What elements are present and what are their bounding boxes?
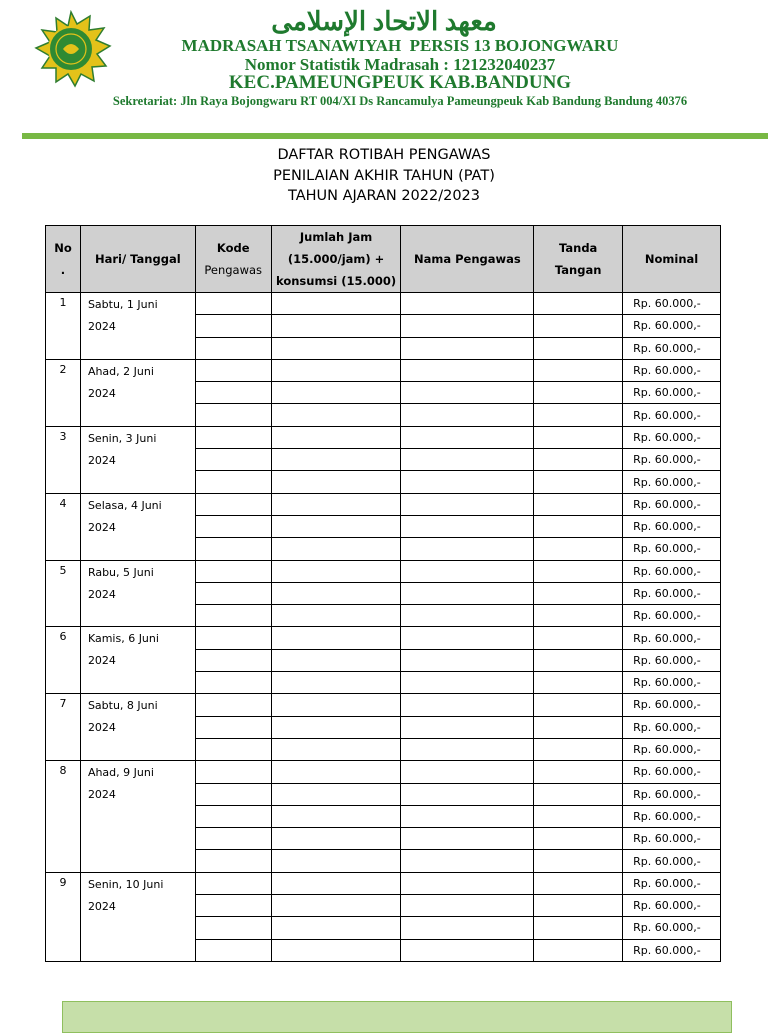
hours-cell <box>271 493 401 515</box>
row-day: Selasa, 4 Juni <box>87 498 162 512</box>
signature-cell <box>534 359 623 381</box>
signature-cell <box>534 872 623 894</box>
code-cell <box>195 426 271 448</box>
row-number: 8 <box>46 761 81 872</box>
hours-cell <box>271 337 401 359</box>
signature-cell <box>534 649 623 671</box>
signature-cell <box>534 627 623 649</box>
code-cell <box>195 315 271 337</box>
name-cell <box>401 493 534 515</box>
hours-cell <box>271 627 401 649</box>
nominal-cell: Rp. 60.000,- <box>623 449 721 471</box>
header-hours: Jumlah Jam (15.000/jam) + konsumsi (15.000) <box>271 226 401 293</box>
name-cell <box>401 672 534 694</box>
signature-cell <box>534 738 623 760</box>
nominal-cell: Rp. 60.000,- <box>623 917 721 939</box>
nominal-cell: Rp. 60.000,- <box>623 649 721 671</box>
signature-cell <box>534 315 623 337</box>
hours-cell <box>271 850 401 872</box>
name-cell <box>401 426 534 448</box>
row-day: Sabtu, 1 Juni <box>87 298 158 311</box>
hours-cell <box>271 895 401 917</box>
table-body <box>46 293 721 962</box>
name-cell <box>401 293 534 315</box>
table-row <box>46 293 721 315</box>
nominal-cell: Rp. 60.000,- <box>623 761 721 783</box>
statistic-number: Nomor Statistik Madrasah : 121232040237 <box>244 55 556 74</box>
nominal-cell: Rp. 60.000,- <box>623 939 721 961</box>
row-number: 9 <box>46 872 81 961</box>
signature-cell <box>534 850 623 872</box>
nominal-cell: Rp. 60.000,- <box>623 850 721 872</box>
row-number: 6 <box>46 627 81 694</box>
signature-cell <box>534 783 623 805</box>
code-cell <box>195 627 271 649</box>
district-name: KEC.PAMEUNGPEUK KAB.BANDUNG <box>228 72 572 93</box>
row-year: 2024 <box>87 320 116 333</box>
nominal-cell: Rp. 60.000,- <box>623 293 721 315</box>
secretariat-address: Sekretariat: Jln Raya Bojongwaru RT 004/XI Ds Rancamulya Pameungpeuk Kab Bandung Bandung 40376 <box>112 94 688 108</box>
nominal-cell: Rp. 60.000,- <box>623 805 721 827</box>
row-date <box>80 761 195 872</box>
row-year: 2024 <box>87 788 116 802</box>
hours-cell <box>271 805 401 827</box>
code-cell <box>195 515 271 537</box>
table-row <box>46 694 721 716</box>
code-cell <box>195 337 271 359</box>
signature-cell <box>534 493 623 515</box>
row-date <box>80 694 195 761</box>
name-cell <box>401 538 534 560</box>
nominal-cell: Rp. 60.000,- <box>623 382 721 404</box>
name-cell <box>401 582 534 604</box>
code-cell <box>195 649 271 671</box>
name-cell <box>401 850 534 872</box>
name-cell <box>401 560 534 582</box>
row-day: Senin, 3 Juni <box>87 431 157 445</box>
hours-cell <box>271 382 401 404</box>
nominal-cell: Rp. 60.000,- <box>623 716 721 738</box>
row-day: Sabtu, 8 Juni <box>87 699 158 713</box>
name-cell <box>401 471 534 493</box>
hours-cell <box>271 649 401 671</box>
code-cell <box>195 582 271 604</box>
signature-cell <box>534 828 623 850</box>
row-number: 7 <box>46 694 81 761</box>
signature-cell <box>534 917 623 939</box>
name-cell <box>401 716 534 738</box>
code-cell <box>195 449 271 471</box>
header-name: Nama Pengawas <box>401 226 534 293</box>
code-cell <box>195 293 271 315</box>
row-day: Rabu, 5 Juni <box>87 565 154 579</box>
header-nominal: Nominal <box>623 226 721 293</box>
hours-cell <box>271 761 401 783</box>
name-cell <box>401 382 534 404</box>
row-date <box>80 426 195 493</box>
nominal-cell: Rp. 60.000,- <box>623 426 721 448</box>
signature-cell <box>534 805 623 827</box>
hours-cell <box>271 939 401 961</box>
header-code: Kode Pengawas <box>195 226 271 293</box>
signature-cell <box>534 939 623 961</box>
signature-cell <box>534 293 623 315</box>
hours-cell <box>271 605 401 627</box>
code-cell <box>195 850 271 872</box>
hours-cell <box>271 582 401 604</box>
signature-cell <box>534 515 623 537</box>
table-row <box>46 872 721 894</box>
nominal-cell: Rp. 60.000,- <box>623 694 721 716</box>
hours-cell <box>271 738 401 760</box>
name-cell <box>401 895 534 917</box>
name-cell <box>401 939 534 961</box>
name-cell <box>401 315 534 337</box>
table-row <box>46 627 721 649</box>
signature-cell <box>534 337 623 359</box>
schedule-table <box>45 225 721 962</box>
code-cell <box>195 493 271 515</box>
hours-cell <box>271 917 401 939</box>
hours-cell <box>271 716 401 738</box>
nominal-cell: Rp. 60.000,- <box>623 493 721 515</box>
nominal-cell: Rp. 60.000,- <box>623 582 721 604</box>
name-cell <box>401 761 534 783</box>
row-number: 4 <box>46 493 81 560</box>
row-number: 5 <box>46 560 81 627</box>
name-cell <box>401 449 534 471</box>
doc-year: TAHUN AJARAN 2022/2023 <box>287 188 481 204</box>
hours-cell <box>271 694 401 716</box>
name-cell <box>401 738 534 760</box>
nominal-cell: Rp. 60.000,- <box>623 828 721 850</box>
row-year: 2024 <box>87 520 116 534</box>
signature-cell <box>534 716 623 738</box>
hours-cell <box>271 426 401 448</box>
hours-cell <box>271 315 401 337</box>
row-date <box>80 627 195 694</box>
header-divider <box>22 133 768 139</box>
name-cell <box>401 872 534 894</box>
row-year: 2024 <box>87 386 116 400</box>
hours-cell <box>271 515 401 537</box>
signature-cell <box>534 694 623 716</box>
code-cell <box>195 738 271 760</box>
nominal-cell: Rp. 60.000,- <box>623 359 721 381</box>
code-cell <box>195 694 271 716</box>
header-no: No . <box>46 226 81 293</box>
name-cell <box>401 694 534 716</box>
row-year: 2024 <box>87 587 116 601</box>
hours-cell <box>271 404 401 426</box>
code-cell <box>195 895 271 917</box>
name-cell <box>401 404 534 426</box>
hours-cell <box>271 560 401 582</box>
row-day: Ahad, 9 Juni <box>87 766 154 780</box>
signature-cell <box>534 471 623 493</box>
row-day: Kamis, 6 Juni <box>87 632 159 646</box>
row-year: 2024 <box>87 453 116 467</box>
school-name: MADRASAH TSANAWIYAH PERSIS 13 BOJONGWARU <box>181 36 619 55</box>
row-number: 1 <box>46 293 81 360</box>
row-year: 2024 <box>87 654 116 668</box>
table-row <box>46 493 721 515</box>
code-cell <box>195 471 271 493</box>
table-header-row <box>46 226 721 293</box>
hours-cell <box>271 672 401 694</box>
row-date <box>80 493 195 560</box>
code-cell <box>195 672 271 694</box>
hours-cell <box>271 783 401 805</box>
table-row <box>46 359 721 381</box>
nominal-cell: Rp. 60.000,- <box>623 337 721 359</box>
signature-cell <box>534 582 623 604</box>
code-cell <box>195 538 271 560</box>
nominal-cell: Rp. 60.000,- <box>623 895 721 917</box>
row-year: 2024 <box>87 899 116 913</box>
table-row <box>46 761 721 783</box>
code-cell <box>195 382 271 404</box>
hours-cell <box>271 449 401 471</box>
code-cell <box>195 783 271 805</box>
name-cell <box>401 917 534 939</box>
nominal-cell: Rp. 60.000,- <box>623 872 721 894</box>
row-date <box>80 293 195 360</box>
signature-cell <box>534 426 623 448</box>
code-cell <box>195 828 271 850</box>
row-date <box>80 560 195 627</box>
hours-cell <box>271 828 401 850</box>
signature-cell <box>534 382 623 404</box>
row-date <box>80 359 195 426</box>
header-date: Hari/ Tanggal <box>80 226 195 293</box>
row-day: Senin, 10 Juni <box>87 877 164 891</box>
nominal-cell: Rp. 60.000,- <box>623 627 721 649</box>
nominal-cell: Rp. 60.000,- <box>623 672 721 694</box>
code-cell <box>195 560 271 582</box>
row-year: 2024 <box>87 721 116 735</box>
name-cell <box>401 337 534 359</box>
doc-subtitle: PENILAIAN AKHIR TAHUN (PAT) <box>273 168 495 184</box>
hours-cell <box>271 293 401 315</box>
table-row <box>46 560 721 582</box>
footer-box <box>62 1001 732 1033</box>
nominal-cell: Rp. 60.000,- <box>623 471 721 493</box>
hours-cell <box>271 471 401 493</box>
nominal-cell: Rp. 60.000,- <box>623 538 721 560</box>
row-number: 3 <box>46 426 81 493</box>
nominal-cell: Rp. 60.000,- <box>623 315 721 337</box>
signature-cell <box>534 761 623 783</box>
signature-cell <box>534 560 623 582</box>
nominal-cell: Rp. 60.000,- <box>623 783 721 805</box>
code-cell <box>195 605 271 627</box>
header-signature: Tanda Tangan <box>534 226 623 293</box>
name-cell <box>401 515 534 537</box>
code-cell <box>195 917 271 939</box>
name-cell <box>401 627 534 649</box>
arabic-school-name: معهد الاتحاد الإسلامى <box>271 7 497 36</box>
signature-cell <box>534 449 623 471</box>
hours-cell <box>271 538 401 560</box>
code-cell <box>195 716 271 738</box>
signature-cell <box>534 895 623 917</box>
signature-cell <box>534 404 623 426</box>
name-cell <box>401 783 534 805</box>
code-cell <box>195 872 271 894</box>
name-cell <box>401 805 534 827</box>
nominal-cell: Rp. 60.000,- <box>623 560 721 582</box>
hours-cell <box>271 359 401 381</box>
name-cell <box>401 359 534 381</box>
code-cell <box>195 359 271 381</box>
name-cell <box>401 649 534 671</box>
nominal-cell: Rp. 60.000,- <box>623 605 721 627</box>
doc-title: DAFTAR ROTIBAH PENGAWAS <box>277 147 491 163</box>
code-cell <box>195 939 271 961</box>
table-row <box>46 426 721 448</box>
hours-cell <box>271 872 401 894</box>
signature-cell <box>534 605 623 627</box>
signature-cell <box>534 538 623 560</box>
signature-cell <box>534 672 623 694</box>
nominal-cell: Rp. 60.000,- <box>623 404 721 426</box>
code-cell <box>195 805 271 827</box>
name-cell <box>401 605 534 627</box>
code-cell <box>195 404 271 426</box>
row-day: Ahad, 2 Juni <box>87 364 154 378</box>
row-number: 2 <box>46 359 81 426</box>
row-date <box>80 872 195 961</box>
name-cell <box>401 828 534 850</box>
nominal-cell: Rp. 60.000,- <box>623 738 721 760</box>
nominal-cell: Rp. 60.000,- <box>623 515 721 537</box>
code-cell <box>195 761 271 783</box>
